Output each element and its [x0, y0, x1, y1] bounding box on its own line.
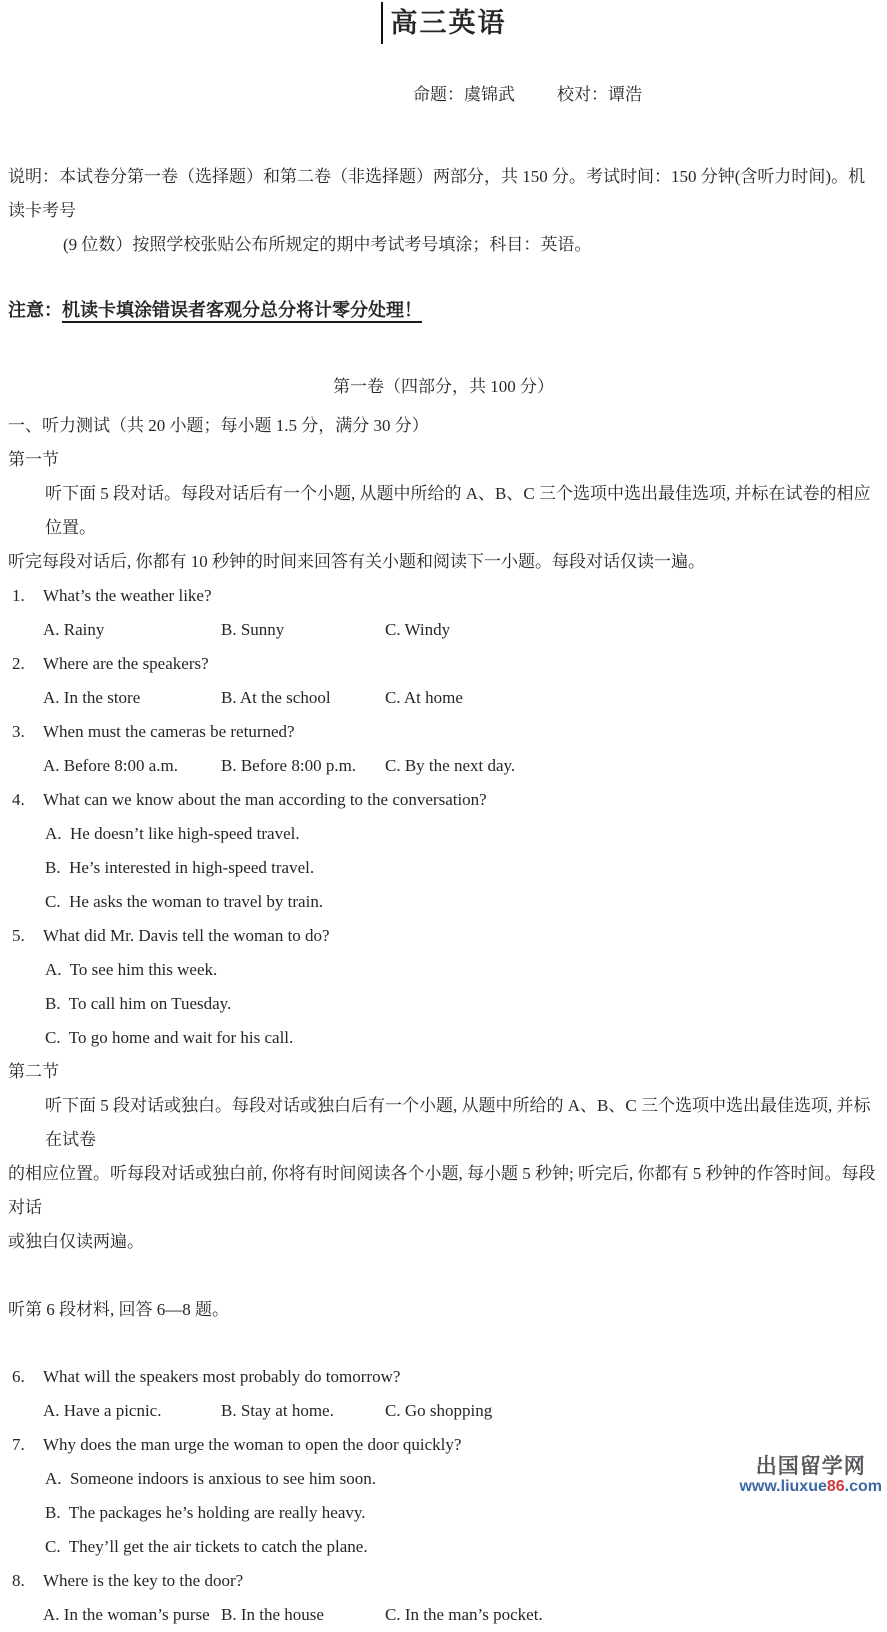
option: C. In the man’s pocket. [385, 1605, 543, 1624]
question [8, 579, 879, 647]
options-row [8, 681, 879, 715]
intro-line: 听完每段对话后, 你都有 10 秒钟的时间来回答有关小题和阅读下一小题。每段对话仅读一遍。 [8, 552, 705, 571]
instructions-line-2: (9 位数）按照学校张贴公布所规定的期中考试考号填涂；科目：英语。 [63, 235, 592, 254]
material-6-heading: 听第 6 段材料, 回答 6—8 题。 [8, 1300, 229, 1319]
exam-instructions [8, 160, 879, 262]
option: A. In the woman’s purse [43, 1605, 210, 1624]
instructions-line-1: 说明：本试卷分第一卷（选择题）和第二卷（非选择题）两部分，共 150 分。考试时间：150 分钟(含听力时间)。机读卡考号 [8, 167, 866, 220]
question-line [8, 1360, 879, 1394]
question [8, 647, 879, 715]
question-number: 1. [12, 586, 25, 605]
question-number: 7. [12, 1435, 25, 1454]
section2-heading: 第二节 [8, 1062, 59, 1081]
question-number: 3. [12, 722, 25, 741]
question [8, 919, 879, 1055]
option: C. At home [385, 688, 463, 707]
section2-intro [8, 1089, 879, 1259]
watermark-url-part: www.liuxue [739, 1478, 827, 1496]
question-line [8, 579, 879, 613]
question-text: When must the cameras be returned? [43, 722, 295, 741]
intro-line: 听下面 5 段对话或独白。每段对话或独白后有一个小题, 从题中所给的 A、B、C 三个选项中选出最佳选项, 并标在试卷 [45, 1096, 871, 1149]
question-text: What will the speakers most probably do tomorrow? [43, 1367, 401, 1386]
question-text: What’s the weather like? [43, 586, 212, 605]
question [8, 783, 879, 919]
part1-heading: 第一卷（四部分，共 100 分） [333, 377, 554, 396]
watermark [739, 1455, 882, 1496]
option: A. He doesn’t like high-speed travel. [45, 824, 300, 843]
question-line [8, 783, 879, 817]
option: A. To see him this week. [45, 960, 218, 979]
option: A. Rainy [43, 620, 105, 639]
byline [8, 84, 879, 106]
warning-prefix: 注意： [8, 300, 62, 320]
option: C. Windy [385, 620, 451, 639]
watermark-site-name: 出国留学网 [755, 1455, 866, 1478]
option: C. They’ll get the air tickets to catch the plane. [45, 1537, 368, 1556]
question-text: Where are the speakers? [43, 654, 209, 673]
question-number: 2. [12, 654, 25, 673]
option: A. Before 8:00 a.m. [43, 756, 179, 775]
watermark-url-part: .com [844, 1478, 882, 1496]
options-row [8, 1394, 879, 1428]
option: B. Before 8:00 p.m. [221, 756, 357, 775]
warning-notice [8, 293, 879, 327]
section2-questions [8, 1360, 879, 1632]
section1-intro [8, 477, 879, 579]
intro-line: 听下面 5 段对话。每段对话后有一个小题, 从题中所给的 A、B、C 三个选项中选出最佳选项, 并标在试卷的相应位置。 [45, 484, 871, 537]
question-number: 6. [12, 1367, 25, 1386]
option: B. Stay at home. [221, 1401, 334, 1420]
listening-test-heading: 一、听力测试（共 20 小题；每小题 1.5 分，满分 30 分） [8, 416, 429, 435]
question-text: Why does the man urge the woman to open the door quickly? [43, 1435, 462, 1454]
option: A. In the store [43, 688, 141, 707]
option: C. He asks the woman to travel by train. [45, 892, 324, 911]
intro-line: 的相应位置。听每段对话或独白前, 你将有时间阅读各个小题, 每小题 5 秒钟; 听完后, 你都有 5 秒钟的作答时间。每段对话 [8, 1164, 876, 1217]
question-text: Where is the key to the door? [43, 1571, 244, 1590]
option: C. By the next day. [385, 756, 516, 775]
question [8, 1428, 879, 1564]
option: B. At the school [221, 688, 331, 707]
page-title-row [8, 0, 879, 46]
option: B. To call him on Tuesday. [45, 994, 232, 1013]
question-text: What can we know about the man according to the conversation? [43, 790, 487, 809]
question-number: 4. [12, 790, 25, 809]
question [8, 1564, 879, 1632]
option: B. He’s interested in high-speed travel. [45, 858, 315, 877]
warning-underlined-text: 机读卡填涂错误者客观分总分将计零分处理！ [62, 300, 422, 323]
intro-line: 或独白仅读两遍。 [8, 1232, 144, 1251]
option: A. Someone indoors is anxious to see him soon. [45, 1469, 377, 1488]
options-row [8, 1598, 879, 1632]
option: A. Have a picnic. [43, 1401, 162, 1420]
exam-setter: 命题：虞锦武 [413, 85, 515, 104]
options-row [8, 749, 879, 783]
question-line [8, 1564, 879, 1598]
question-line [8, 919, 879, 953]
watermark-url-part: 86 [826, 1478, 845, 1496]
watermark-url [739, 1478, 882, 1496]
section1-heading: 第一节 [8, 450, 59, 469]
question-line [8, 715, 879, 749]
exam-proofreader: 校对：谭浩 [557, 85, 642, 104]
section1-questions [8, 579, 879, 1055]
question-number: 5. [12, 926, 25, 945]
option: B. Sunny [221, 620, 285, 639]
page-title: 高三英语 [381, 2, 507, 44]
options-row [8, 613, 879, 647]
option: B. In the house [221, 1605, 324, 1624]
question [8, 1360, 879, 1428]
question [8, 715, 879, 783]
question-text: What did Mr. Davis tell the woman to do? [43, 926, 330, 945]
question-line [8, 647, 879, 681]
question-number: 8. [12, 1571, 25, 1590]
option: C. To go home and wait for his call. [45, 1028, 294, 1047]
option: C. Go shopping [385, 1401, 493, 1420]
option: B. The packages he’s holding are really heavy. [45, 1503, 366, 1522]
